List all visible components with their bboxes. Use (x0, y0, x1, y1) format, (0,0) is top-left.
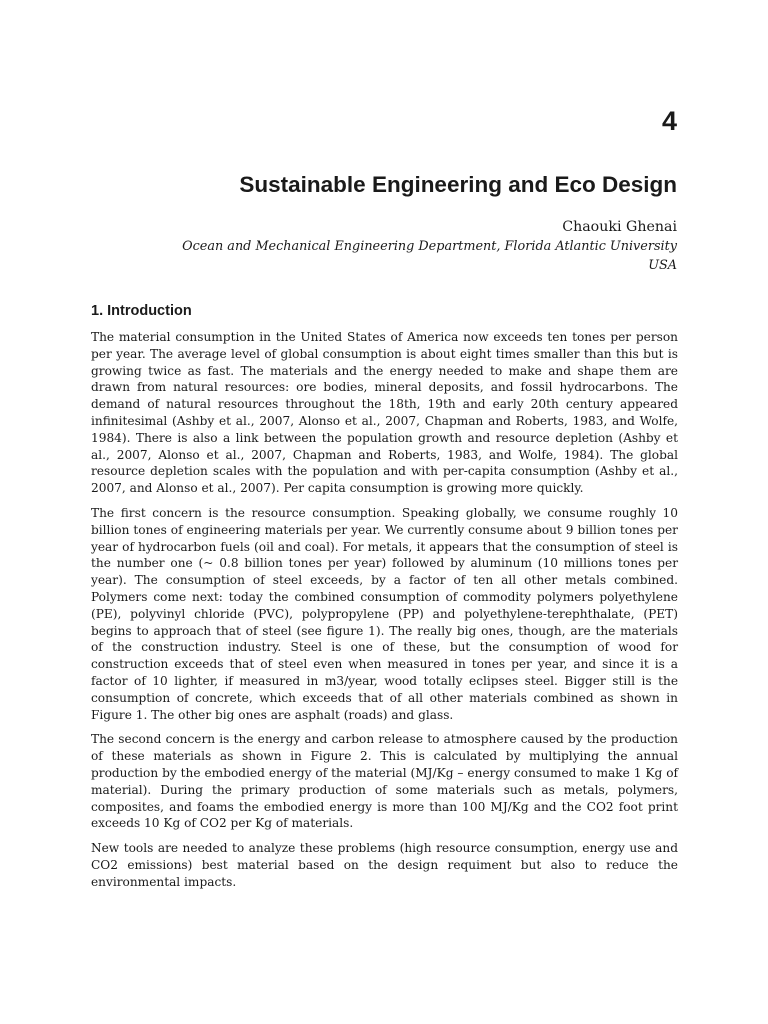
author-affiliation-block (182, 237, 677, 275)
paragraph: The second concern is the energy and carbon release to atmosphere caused by the production of these materials as shown in Figure 2. This is calculated by multiplying the annual production by the embodied energy of the material (MJ/Kg – energy consumed to make 1 Kg of material). During the primary production of some materials such as metals, polymers, composites, and foams the embodied energy is more than 100 MJ/Kg and the CO2 foot print exceeds 10 Kg of CO2 per Kg of materials. (91, 732, 678, 831)
paragraph: The first concern is the resource consumption. Speaking globally, we consume roughly 10 billion tones of engineering materials per year. We currently consume about 9 billion tones per year of hydrocarbon fuels (oil and coal). For metals, it appears that the consumption of steel is the number one (~ 0.8 billion tones per year) followed by aluminum (10 millions tones per year). The consumption of steel exceeds, by a factor of ten all other metals combined. Polymers come next: today the combined consumption of commodity polymers polyethylene (PE), polyvinyl chloride (PVC), polypropylene (PP) and polyethylene-terephthalate, (PET) begins to approach that of steel (see figure 1). The really big ones, though, are the materials of the construction industry. Steel is one of these, but the consumption of wood for construction exceeds that of steel even when measured in tones per year, and since it is a factor of 10 lighter, if measured in m3/year, wood totally eclipses steel. Bigger still is the consumption of concrete, which exceeds that of all other materials combined as shown in Figure 1. The other big ones are asphalt (roads) and glass. (91, 505, 678, 722)
paragraph: The material consumption in the United States of America now exceeds ten tones per person per year. The average level of global consumption is about eight times smaller than this but is growing twice as fast. The materials and the energy needed to make and shape them are drawn from natural resources: ore bodies, mineral deposits, and fossil hydrocarbons. The demand of natural resources throughout the 18th, 19th and early 20th century appeared infinitesimal (Ashby et al., 2007, Alonso et al., 2007, Chapman and Roberts, 1983, and Wolfe, 1984). There is also a link between the population growth and resource depletion (Ashby et al., 2007, Alonso et al., 2007, Chapman and Roberts, 1983, and Wolfe, 1984). The global resource depletion scales with the population and with per-capita consumption (Ashby et al., 2007, and Alonso et al., 2007). Per capita consumption is growing more quickly. (91, 330, 678, 496)
paragraph: New tools are needed to analyze these problems (high resource consumption, energy use and CO2 emissions) best material based on the design requiment but also to reduce the environmental impacts. (91, 841, 678, 889)
author-affiliation: Ocean and Mechanical Engineering Department, Florida Atlantic University (182, 239, 677, 254)
author-country: USA (648, 258, 677, 273)
section-heading: 1. Introduction (91, 303, 192, 319)
section-body (91, 329, 678, 899)
author-name: Chaouki Ghenai (562, 219, 677, 235)
chapter-title: Sustainable Engineering and Eco Design (239, 172, 677, 197)
chapter-number: 4 (661, 106, 677, 136)
